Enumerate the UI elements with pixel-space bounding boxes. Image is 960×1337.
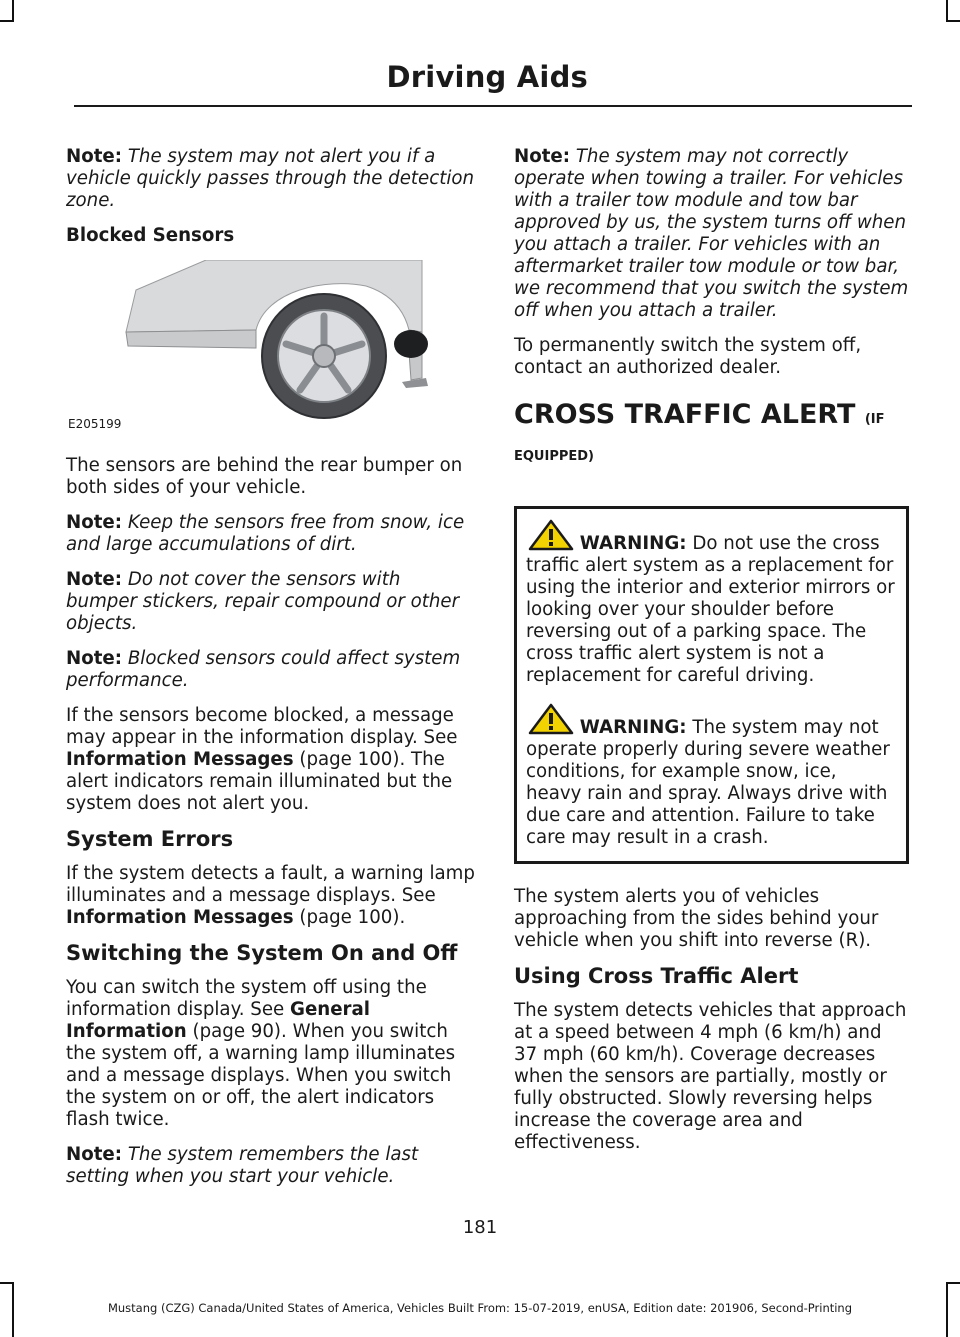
- using-paragraph: The system detects vehicles that approach at a speed between 4 mph (6 km/h) and 37 mph (60 km/h). Coverage decreases when the sensors are partially, mostly or fully obstructed. Slowly reversing helps increase the coverage area and effectiveness.: [514, 1000, 907, 1153]
- note-paragraph: [66, 1144, 476, 1188]
- system-errors-heading: System Errors: [66, 827, 234, 851]
- note-paragraph: [66, 146, 476, 212]
- warning-triangle-icon: [528, 519, 574, 551]
- note-label: Note:: [66, 648, 123, 669]
- heading-suffix: EQUIPPED): [514, 449, 594, 464]
- general-information-link[interactable]: General Information: [66, 999, 371, 1042]
- rear-bumper-illustration: [66, 260, 466, 435]
- heading-suffix: (IF: [864, 412, 885, 427]
- header-rule: [74, 105, 912, 107]
- note-text: Blocked sensors could affect system performance.: [66, 648, 461, 691]
- blocked-sensors-heading: Blocked Sensors: [66, 225, 235, 246]
- alerts-paragraph: The system alerts you of vehicles approaching from the sides behind your vehicle when you shift into reverse (R).: [514, 886, 879, 951]
- note-text: The system may not alert you if a vehicle quickly passes through the detection zone.: [66, 146, 475, 211]
- crop-mark: [12, 0, 14, 20]
- right-column: [514, 146, 909, 1167]
- note-paragraph: [514, 146, 909, 322]
- note-text: The system may not correctly operate when towing a trailer. For vehicles with a trailer tow module and tow bar approved by us, the system turns off when you attach a trailer. For vehicles with an aftermarket trailer tow module or tow bar, we recommend that you switch the system off when you attach a trailer.: [514, 146, 909, 321]
- sensors-location-text: The sensors are behind the rear bumper on both sides of your vehicle.: [66, 455, 463, 498]
- warning-item: [526, 519, 897, 687]
- heading-text: CROSS TRAFFIC ALERT: [514, 399, 856, 430]
- cross-traffic-alert-heading: [514, 399, 909, 436]
- dealer-paragraph: To permanently switch the system off, contact an authorized dealer.: [514, 335, 862, 378]
- body-text: If the sensors become blocked, a message may appear in the information display. See: [66, 705, 458, 748]
- switching-system-heading: Switching the System On and Off: [66, 941, 458, 965]
- note-text: Do not cover the sensors with bumper stickers, repair compound or other objects.: [66, 569, 460, 634]
- using-cross-traffic-alert-heading: Using Cross Traffic Alert: [514, 964, 799, 988]
- warning-label: WARNING:: [579, 533, 687, 554]
- body-text: (page 100). The alert indicators remain illuminated but the system does not alert you.: [66, 749, 453, 814]
- warning-box: [514, 506, 909, 864]
- figure-id: E205199: [68, 417, 122, 431]
- note-label: Note:: [66, 512, 123, 533]
- note-text: The system remembers the last setting when you start your vehicle.: [66, 1144, 419, 1187]
- note-label: Note:: [66, 569, 123, 590]
- body-text: (page 100).: [293, 907, 406, 928]
- note-text: Keep the sensors free from snow, ice and large accumulations of dirt.: [66, 512, 465, 555]
- note-label: Note:: [66, 1144, 123, 1165]
- blocked-sensors-paragraph: [66, 705, 476, 815]
- note-paragraph: [66, 569, 476, 635]
- footer: Mustang (CZG) Canada/United States of America, Vehicles Built From: 15-07-2019, enUSA, Edition date: 201906, Second-Printing: [107, 1301, 853, 1315]
- note-label: Note:: [514, 146, 571, 167]
- crop-mark: [946, 0, 948, 20]
- body-text: You can switch the system off using the information display. See: [66, 977, 427, 1020]
- page-number: 181: [462, 1217, 498, 1238]
- left-column: [66, 146, 476, 1201]
- crop-mark: [0, 20, 14, 22]
- information-messages-link[interactable]: Information Messages: [66, 907, 294, 928]
- system-errors-paragraph: [66, 863, 476, 929]
- crop-mark: [946, 1282, 960, 1284]
- warning-item: [526, 703, 897, 849]
- warning-triangle-icon: [528, 703, 574, 735]
- vehicle-wheel-illustration: [66, 260, 466, 435]
- note-label: Note:: [66, 146, 123, 167]
- crop-mark: [946, 20, 960, 22]
- switching-system-paragraph: [66, 977, 476, 1131]
- warning-label: WARNING:: [579, 717, 687, 738]
- note-paragraph: [66, 512, 476, 556]
- section-title: Driving Aids: [386, 60, 588, 94]
- warning-text: Do not use the cross traffic alert system as a replacement for using the interior and exterior mirrors or looking over your shoulder before reversing out of a parking space. The cross traffic alert system is not a replacement for careful driving.: [526, 533, 895, 686]
- body-text: If the system detects a fault, a warning lamp illuminates and a message displays. See: [66, 863, 475, 906]
- body-text: (page 90). When you switch the system off, a warning lamp illuminates and a message displays. When you switch the system on or off, the alert indicators flash twice.: [66, 1021, 456, 1130]
- note-paragraph: [66, 648, 476, 692]
- warning-text: The system may not operate properly during severe weather conditions, for example snow, ice, heavy rain and spray. Always drive with due care and attention. Failure to take care may result in a crash.: [526, 717, 890, 848]
- information-messages-link[interactable]: Information Messages: [66, 749, 294, 770]
